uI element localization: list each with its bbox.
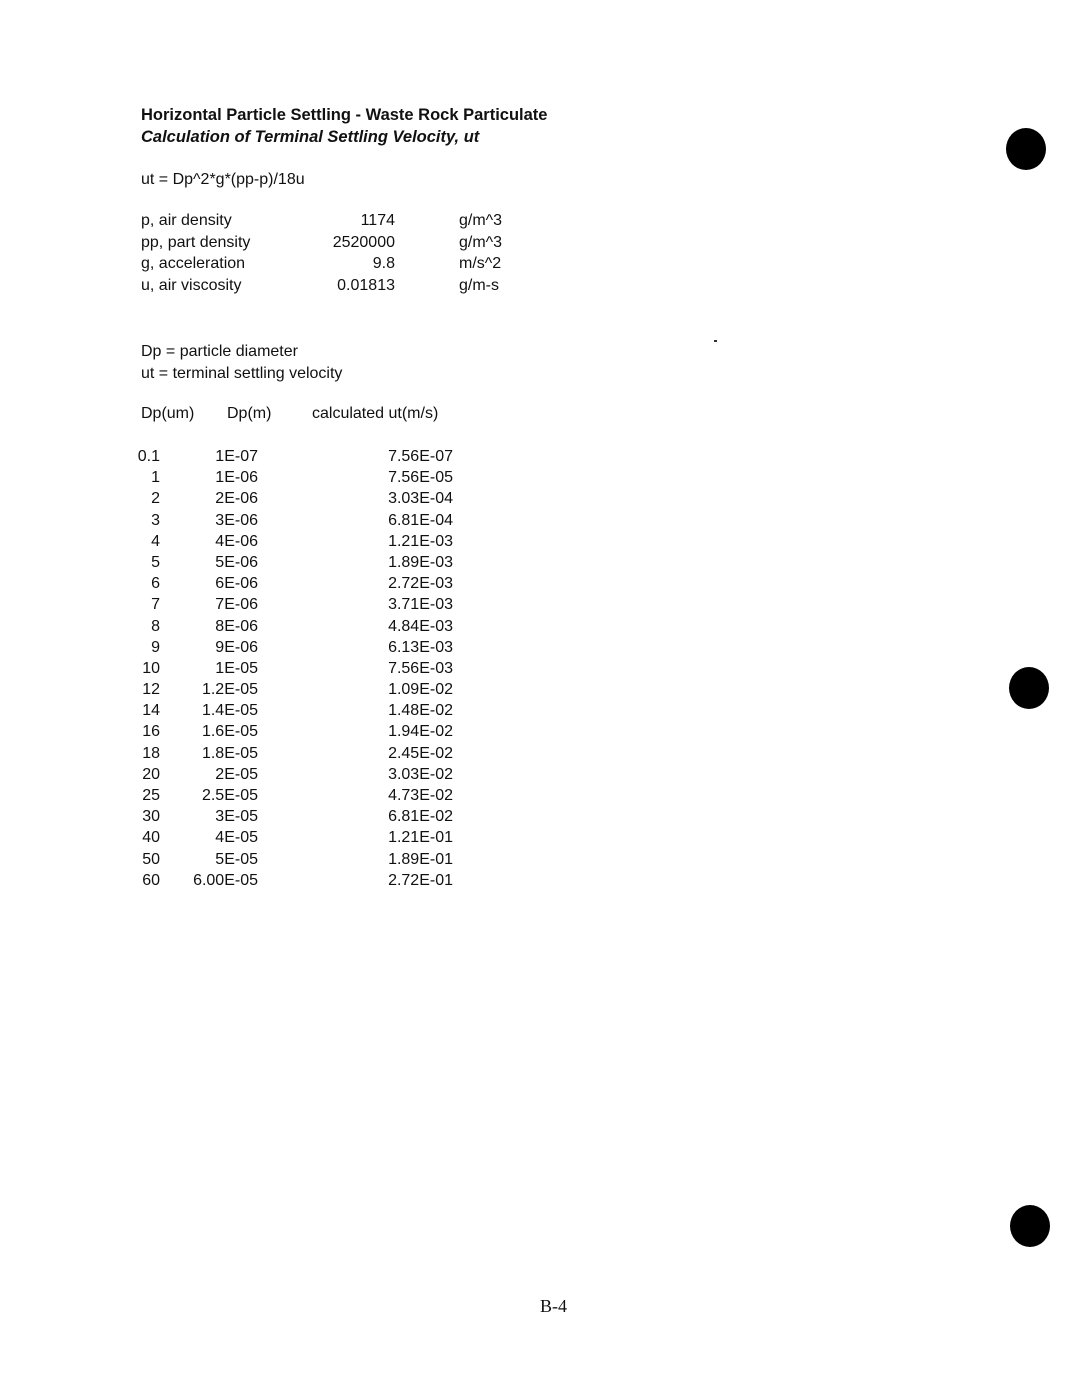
parameter-row <box>141 255 521 277</box>
dp-um-cell: 4 <box>151 532 160 550</box>
table-row <box>141 469 471 490</box>
dp-um-cell: 12 <box>142 681 160 699</box>
parameter-name: g, acceleration <box>141 255 246 272</box>
dp-m-cell: 1.2E-05 <box>201 681 258 699</box>
dp-um-cell: 18 <box>142 744 160 762</box>
parameter-value: 1174 <box>360 212 395 229</box>
document-title: Horizontal Particle Settling - Waste Rock Particulate <box>141 106 548 124</box>
dp-m-cell: 2.5E-05 <box>201 787 258 804</box>
dp-m-cell: 1E-05 <box>215 659 258 677</box>
parameter-name: pp, part density <box>141 233 251 251</box>
table-row <box>141 681 471 702</box>
dp-um-cell: 1 <box>151 469 160 487</box>
ut-cell: 1.89E-01 <box>388 850 453 868</box>
parameter-row <box>141 234 521 256</box>
parameter-list <box>141 212 521 298</box>
parameter-row <box>141 277 521 299</box>
table-row <box>141 766 471 787</box>
settling-table <box>137 448 471 893</box>
dp-m-cell: 9E-06 <box>215 638 258 656</box>
ut-cell: 4.73E-02 <box>388 787 453 804</box>
definition-line: Dp = particle diameter <box>141 343 298 360</box>
dp-um-cell: 7 <box>151 596 160 614</box>
ut-cell: 3.03E-02 <box>388 765 453 783</box>
dp-um-cell: 6 <box>151 575 160 593</box>
dp-m-cell: 6E-06 <box>215 575 258 593</box>
dp-um-cell: 9 <box>151 638 160 656</box>
dp-m-cell: 3E-06 <box>215 511 258 529</box>
ut-cell: 3.71E-03 <box>388 596 453 614</box>
ut-cell: 1.09E-02 <box>388 681 453 699</box>
parameter-unit: g/m-s <box>459 276 499 294</box>
dp-um-cell: 20 <box>142 765 160 783</box>
dp-um-cell: 25 <box>142 787 160 804</box>
definition-line: ut = terminal settling velocity <box>141 364 343 382</box>
table-row <box>141 808 471 829</box>
table-row <box>141 533 471 554</box>
table-row <box>141 554 471 575</box>
ut-cell: 2.72E-01 <box>388 871 453 889</box>
dp-m-cell: 1.8E-05 <box>201 744 258 762</box>
ut-cell: 3.03E-04 <box>388 490 453 508</box>
page-number: B-4 <box>540 1296 567 1316</box>
dp-um-cell: 40 <box>142 829 160 847</box>
table-row <box>141 872 471 893</box>
column-header-dp-um: Dp(um) <box>141 405 195 422</box>
parameter-value: 0.01813 <box>337 276 395 294</box>
dp-m-cell: 6.00E-05 <box>193 871 258 889</box>
dp-m-cell: 2E-05 <box>215 765 258 783</box>
definitions <box>141 341 342 384</box>
table-row <box>141 829 471 850</box>
dp-m-cell: 1E-07 <box>215 448 258 465</box>
ut-cell: 7.56E-07 <box>388 448 453 465</box>
table-row <box>141 639 471 660</box>
ut-cell: 6.81E-02 <box>388 808 453 826</box>
dp-um-cell: 30 <box>142 808 160 826</box>
table-row <box>141 702 471 723</box>
parameter-value: 9.8 <box>372 255 395 272</box>
ut-cell: 6.81E-04 <box>388 511 453 529</box>
table-row <box>141 660 471 681</box>
settling-formula: ut = Dp^2*g*(pp-p)/18u <box>141 171 305 188</box>
scan-speck <box>714 340 717 342</box>
ut-cell: 6.13E-03 <box>388 638 453 656</box>
punch-hole <box>1009 667 1049 709</box>
dp-um-cell: 16 <box>142 723 160 741</box>
ut-cell: 1.21E-01 <box>388 829 453 847</box>
dp-m-cell: 1.4E-05 <box>201 702 258 720</box>
dp-m-cell: 5E-06 <box>215 553 258 571</box>
table-row <box>141 512 471 533</box>
parameter-unit: m/s^2 <box>459 255 502 272</box>
dp-m-cell: 2E-06 <box>215 490 258 508</box>
dp-m-cell: 4E-06 <box>215 532 258 550</box>
dp-um-cell: 10 <box>142 659 160 677</box>
parameter-name: p, air density <box>141 212 232 229</box>
document-subtitle: Calculation of Terminal Settling Velocity, ut <box>141 128 480 146</box>
parameter-unit: g/m^3 <box>459 233 503 251</box>
dp-um-cell: 14 <box>142 702 160 720</box>
table-row <box>141 787 471 808</box>
ut-cell: 2.45E-02 <box>388 744 453 762</box>
dp-m-cell: 8E-06 <box>215 617 258 635</box>
dp-um-cell: 2 <box>151 490 160 508</box>
dp-um-cell: 5 <box>151 553 160 571</box>
table-row <box>141 723 471 744</box>
dp-um-cell: 3 <box>151 511 160 529</box>
dp-m-cell: 4E-05 <box>215 829 258 847</box>
dp-m-cell: 1.6E-05 <box>201 723 258 741</box>
parameter-value: 2520000 <box>332 233 395 251</box>
dp-m-cell: 1E-06 <box>215 469 258 487</box>
dp-um-cell: 60 <box>142 871 160 889</box>
parameter-row <box>141 212 521 234</box>
column-header-ut: calculated ut(m/s) <box>312 405 439 422</box>
ut-cell: 4.84E-03 <box>388 617 453 635</box>
table-row <box>141 745 471 766</box>
punch-hole <box>1006 128 1046 170</box>
ut-cell: 2.72E-03 <box>388 575 453 593</box>
dp-um-cell: 0.1 <box>137 448 160 465</box>
table-row <box>141 851 471 872</box>
ut-cell: 1.89E-03 <box>388 553 453 571</box>
parameter-name: u, air viscosity <box>141 276 242 294</box>
dp-m-cell: 5E-05 <box>215 850 258 868</box>
ut-cell: 1.21E-03 <box>388 532 453 550</box>
parameter-unit: g/m^3 <box>459 212 503 229</box>
table-row <box>141 490 471 511</box>
dp-um-cell: 8 <box>151 617 160 635</box>
table-row <box>141 596 471 617</box>
table-row <box>141 618 471 639</box>
dp-m-cell: 7E-06 <box>215 596 258 614</box>
ut-cell: 1.48E-02 <box>388 702 453 720</box>
column-header-dp-m: Dp(m) <box>227 405 272 422</box>
dp-um-cell: 50 <box>142 850 160 868</box>
ut-cell: 7.56E-03 <box>388 659 453 677</box>
ut-cell: 1.94E-02 <box>388 723 453 741</box>
dp-m-cell: 3E-05 <box>215 808 258 826</box>
table-row <box>141 575 471 596</box>
punch-hole <box>1010 1205 1050 1247</box>
ut-cell: 7.56E-05 <box>388 469 453 487</box>
table-row <box>137 448 471 469</box>
